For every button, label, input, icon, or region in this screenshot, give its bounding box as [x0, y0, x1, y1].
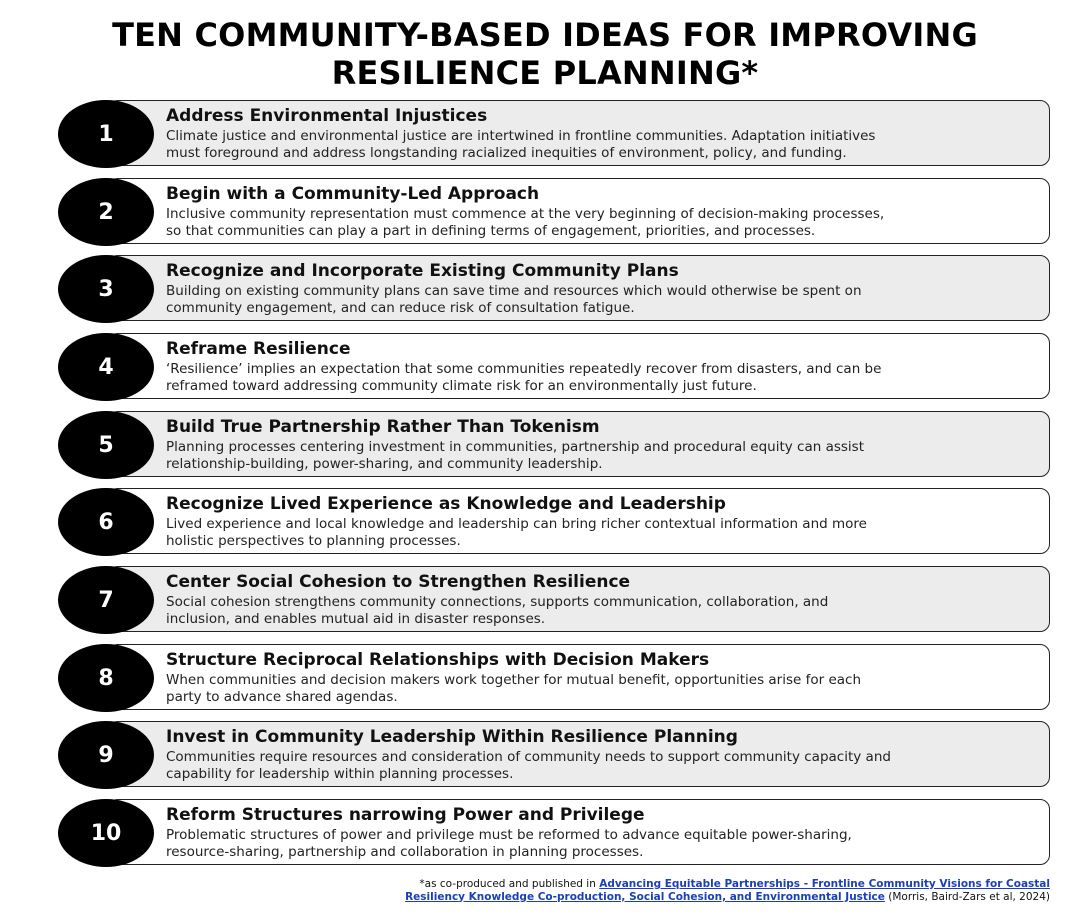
idea-description-line-1: When communities and decision makers work together for mutual benefit, opportunities arise for each — [166, 672, 862, 688]
idea-description-line-1: Lived experience and local knowledge and leadership can bring richer contextual information and more — [166, 516, 867, 532]
number-badge: 9 — [58, 721, 154, 789]
idea-content — [166, 650, 1046, 705]
idea-content — [166, 805, 1046, 860]
idea-item-9 — [58, 721, 1052, 789]
idea-description-line-2: party to advance shared agendas. — [166, 688, 398, 705]
idea-content — [166, 261, 1046, 316]
citation-line-2 — [290, 891, 1050, 904]
idea-item-5 — [58, 411, 1052, 479]
title-line-2: RESILIENCE PLANNING* — [331, 54, 759, 92]
idea-description-line-1: Climate justice and environmental justice are intertwined in frontline communities. Adaptation initiatives — [166, 128, 876, 144]
citation-suffix: (Morris, Baird-Zars et al, 2024) — [884, 890, 1050, 903]
idea-description-line-2: relationship-building, power-sharing, and community leadership. — [166, 455, 603, 472]
citation-link-part-2[interactable]: Resiliency Knowledge Co-production, Social Cohesion, and Environmental Justice — [405, 890, 885, 903]
number-badge: 4 — [58, 333, 154, 401]
idea-item-10 — [58, 799, 1052, 867]
idea-description-line-2: resource-sharing, partnership and collaboration in planning processes. — [166, 843, 644, 860]
citation-footer — [290, 878, 1050, 903]
idea-description-line-2: reframed toward addressing community climate risk for an environmentally just future. — [166, 377, 757, 394]
idea-heading: Address Environmental Injustices — [166, 106, 488, 126]
idea-description-line-1: Problematic structures of power and privilege must be reformed to advance equitable power-sharing, — [166, 827, 852, 843]
idea-description-line-2: capability for leadership within planning processes. — [166, 765, 514, 782]
idea-description-line-2: inclusion, and enables mutual aid in disaster responses. — [166, 610, 546, 627]
citation-link-part-1[interactable]: Advancing Equitable Partnerships - Frontline Community Visions for Coastal — [599, 878, 1050, 890]
number-badge: 10 — [58, 799, 154, 867]
idea-heading: Begin with a Community-Led Approach — [166, 184, 540, 204]
idea-heading: Recognize and Incorporate Existing Community Plans — [166, 261, 679, 281]
idea-heading: Invest in Community Leadership Within Resilience Planning — [166, 727, 738, 747]
idea-item-6 — [58, 488, 1052, 556]
idea-description-line-1: ‘Resilience’ implies an expectation that some communities repeatedly recover from disasters, and can be — [166, 361, 882, 377]
idea-item-8 — [58, 644, 1052, 712]
idea-heading: Structure Reciprocal Relationships with Decision Makers — [166, 650, 710, 670]
title-line-1: TEN COMMUNITY-BASED IDEAS FOR IMPROVING — [112, 16, 978, 54]
idea-item-2 — [58, 178, 1052, 246]
idea-content — [166, 339, 1046, 394]
idea-description-line-1: Inclusive community representation must commence at the very beginning of decision-making processes, — [166, 206, 885, 222]
idea-description-line-2: must foreground and address longstanding racialized inequities of environment, policy, and funding. — [166, 144, 847, 161]
idea-item-3 — [58, 255, 1052, 323]
number-badge: 5 — [58, 411, 154, 479]
idea-heading: Recognize Lived Experience as Knowledge and Leadership — [166, 494, 726, 514]
idea-content — [166, 417, 1046, 472]
citation-line-1 — [290, 878, 1050, 891]
idea-description-line-1: Social cohesion strengthens community connections, supports communication, collaboration, and — [166, 594, 829, 610]
idea-content — [166, 106, 1046, 161]
idea-description-line-2: so that communities can play a part in defining terms of engagement, priorities, and processes. — [166, 222, 816, 239]
citation-prefix: *as co-produced and published in — [419, 878, 600, 890]
idea-content — [166, 572, 1046, 627]
idea-content — [166, 494, 1046, 549]
number-badge: 8 — [58, 644, 154, 712]
page-title — [0, 16, 1090, 92]
idea-content — [166, 727, 1046, 782]
idea-heading: Reframe Resilience — [166, 339, 351, 359]
number-badge: 1 — [58, 100, 154, 168]
idea-description-line-1: Building on existing community plans can save time and resources which would otherwise be spent on — [166, 283, 862, 299]
idea-heading: Build True Partnership Rather Than Tokenism — [166, 417, 600, 437]
idea-description-line-2: community engagement, and can reduce risk of consultation fatigue. — [166, 299, 635, 316]
idea-content — [166, 184, 1046, 239]
idea-description-line-1: Communities require resources and consideration of community needs to support community capacity and — [166, 749, 891, 765]
number-badge: 6 — [58, 488, 154, 556]
number-badge: 7 — [58, 566, 154, 634]
number-badge: 2 — [58, 178, 154, 246]
idea-item-4 — [58, 333, 1052, 401]
number-badge: 3 — [58, 255, 154, 323]
idea-item-7 — [58, 566, 1052, 634]
idea-description-line-2: holistic perspectives to planning processes. — [166, 532, 461, 549]
idea-description-line-1: Planning processes centering investment in communities, partnership and procedural equity can assist — [166, 439, 864, 455]
idea-heading: Reform Structures narrowing Power and Privilege — [166, 805, 645, 825]
idea-heading: Center Social Cohesion to Strengthen Resilience — [166, 572, 631, 592]
idea-item-1 — [58, 100, 1052, 168]
